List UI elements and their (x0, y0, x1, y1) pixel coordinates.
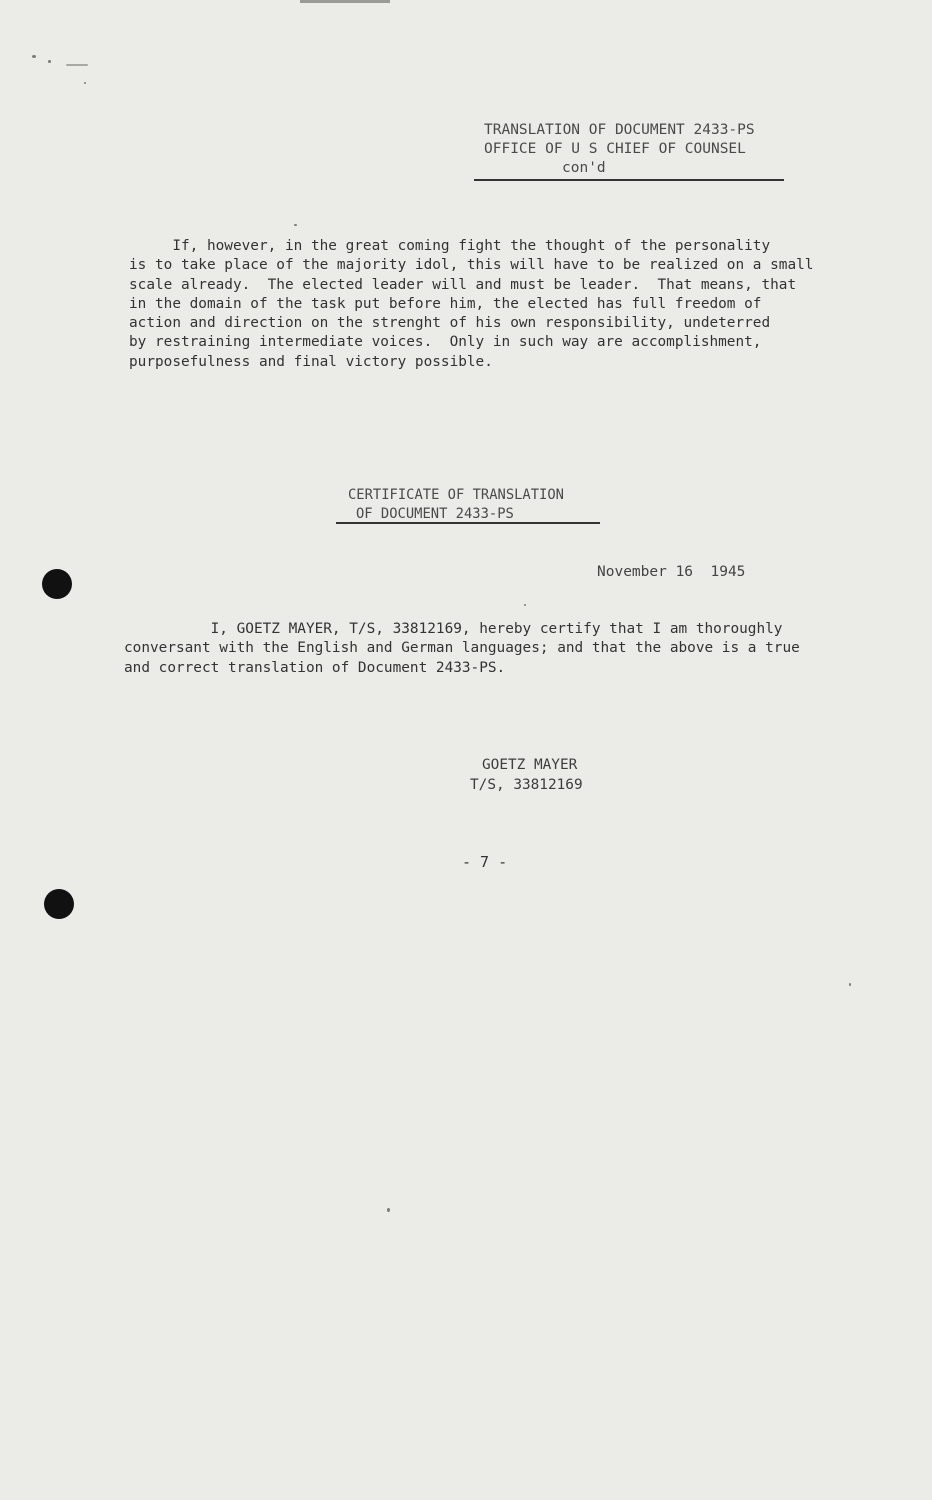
header-underline (474, 179, 784, 181)
signature-name: GOETZ MAYER (482, 757, 578, 773)
body-line: is to take place of the majority idol, this will have to be realized on a small (129, 257, 814, 274)
header-line-2: OFFICE OF U S CHIEF OF COUNSEL (484, 141, 746, 157)
speck (48, 60, 51, 63)
body-paragraph (129, 237, 899, 372)
certificate-title-line-1: CERTIFICATE OF TRANSLATION (348, 487, 564, 503)
body-line: by restraining intermediate voices. Only in such way are accomplishment, (129, 334, 762, 351)
header-line-1: TRANSLATION OF DOCUMENT 2433-PS (484, 122, 755, 138)
certificate-underline (336, 522, 600, 524)
page-number: - 7 - (462, 853, 508, 871)
speck (294, 224, 297, 226)
speck (66, 64, 88, 66)
signature-serial: T/S, 33812169 (470, 776, 583, 793)
certificate-line: and correct translation of Document 2433-PS. (124, 659, 506, 676)
certificate-paragraph (124, 620, 894, 678)
body-line: purposefulness and final victory possible. (129, 353, 493, 370)
certificate-line: I, GOETZ MAYER, T/S, 33812169, hereby certify that I am thoroughly (124, 621, 783, 637)
punch-hole-icon (42, 569, 72, 599)
certificate-line: conversant with the English and German languages; and that the above is a true (124, 640, 800, 657)
body-line: If, however, in the great coming fight the thought of the personality (129, 238, 771, 254)
body-line: scale already. The elected leader will and must be leader. That means, that (129, 276, 797, 293)
body-line: in the domain of the task put before him, the elected has full freedom of (129, 295, 762, 312)
speck (387, 1208, 390, 1212)
signature-block (470, 756, 583, 795)
speck (32, 55, 36, 58)
speck (524, 604, 526, 606)
header-line-3: con'd (562, 160, 606, 176)
certificate-title (336, 486, 600, 524)
document-header (474, 121, 784, 178)
certificate-title-line-2: OF DOCUMENT 2433-PS (356, 506, 514, 522)
body-line: action and direction on the strenght of his own responsibility, undeterred (129, 315, 771, 332)
page-edge-mark (300, 0, 390, 3)
certificate-date: November 16 1945 (597, 564, 746, 580)
speck (84, 82, 86, 84)
punch-hole-icon (44, 889, 74, 919)
speck (849, 983, 851, 986)
